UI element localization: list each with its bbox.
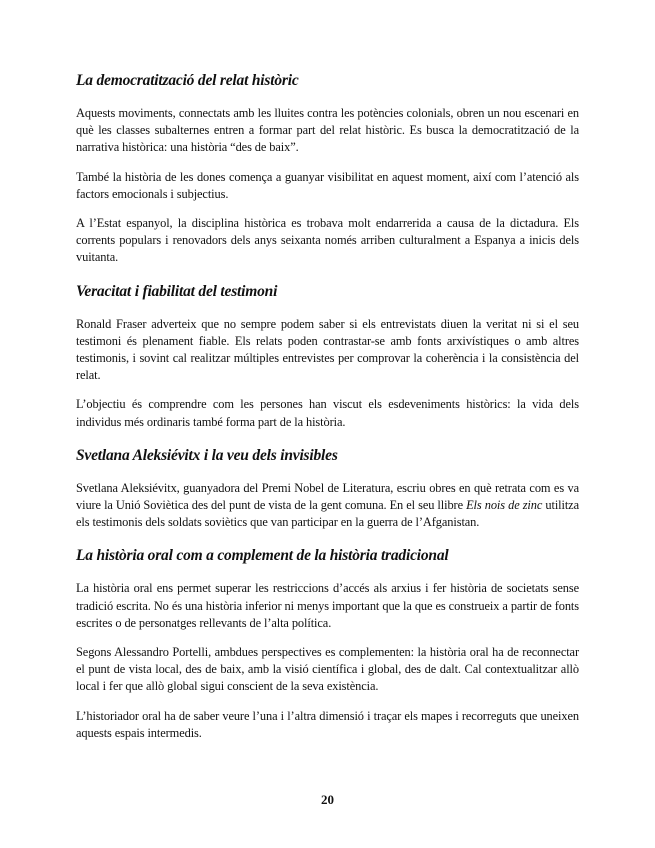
book-title: Els nois de zinc — [466, 498, 543, 513]
section-heading: Svetlana Aleksiévitx i la veu dels invisibles — [76, 446, 338, 464]
page-body — [76, 72, 579, 758]
section-veracitat — [76, 283, 579, 431]
paragraph: L’objectiu és comprendre com les persones han viscut els esdeveniments històrics: la vida dels individus més ordinaris també forma part de la història. — [76, 397, 579, 429]
paragraph: Ronald Fraser adverteix que no sempre podem saber si els entrevistats diuen la veritat ni si el seu testimoni és plenament fiable. Els relats poden contrastar-se amb fonts arxivístiques o amb altres testimonis, i sovint cal realitzar múltiples entrevistes per comprovar la coherència i la consistència del relat. — [76, 316, 579, 383]
paragraph: Segons Alessandro Portelli, ambdues perspectives es complementen: la història oral ha de reconnectar el punt de vista local, des de baix, amb la visió científica i global, des de dalt. Cal contextualitzar allò local i fer que allò global sigui conscient de la seva existència. — [76, 645, 579, 694]
paragraph: També la història de les dones comença a guanyar visibilitat en aquest moment, així com l’atenció als factors emocionals i subjectius. — [76, 169, 579, 201]
section-heading: La història oral com a complement de la història tradicional — [76, 547, 449, 565]
section-heading: Veracitat i fiabilitat del testimoni — [76, 282, 278, 300]
section-historia-oral — [76, 547, 579, 742]
page-number: 20 — [321, 792, 334, 807]
section-democratitzacio — [76, 72, 579, 267]
section-heading: La democratització del relat històric — [76, 72, 299, 89]
paragraph: La història oral ens permet superar les restriccions d’accés als arxius i fer història de societats sense tradició escrita. No és una història inferior ni menys important que la que es construeix a partir de fonts escrites o de personatges rellevants de l’alta política. — [76, 581, 579, 630]
paragraph — [76, 480, 579, 532]
paragraph: Aquests moviments, connectats amb les lluites contra les potències colonials, obren un nou escenari en què les classes subalternes entren a formar part del relat històric. Es busca la democratització de la narrativa històrica: una història “des de baix”. — [76, 106, 579, 155]
paragraph: A l’Estat espanyol, la disciplina històrica es trobava molt endarrerida a causa de la dictadura. Els corrents populars i renovadors dels anys seixanta només arriben culturalment a Espanya a inicis dels vuitanta. — [76, 216, 579, 265]
paragraph: L’historiador oral ha de saber veure l’una i l’altra dimensió i traçar els mapes i recorreguts que uneixen aquests espais intermedis. — [76, 708, 579, 740]
paragraph-text-after: utilitza els testimonis dels soldats soviètics que van participar en la guerra de l’Afganistan. — [76, 498, 579, 530]
paragraph-text-before: Svetlana Aleksiévitx, guanyadora del Premi Nobel de Literatura, escriu obres en què retrata com es va viure la Unió Soviètica des del punt de vista de la gent comuna. En el seu llibre — [76, 480, 579, 513]
section-aleksievitx — [76, 447, 579, 532]
